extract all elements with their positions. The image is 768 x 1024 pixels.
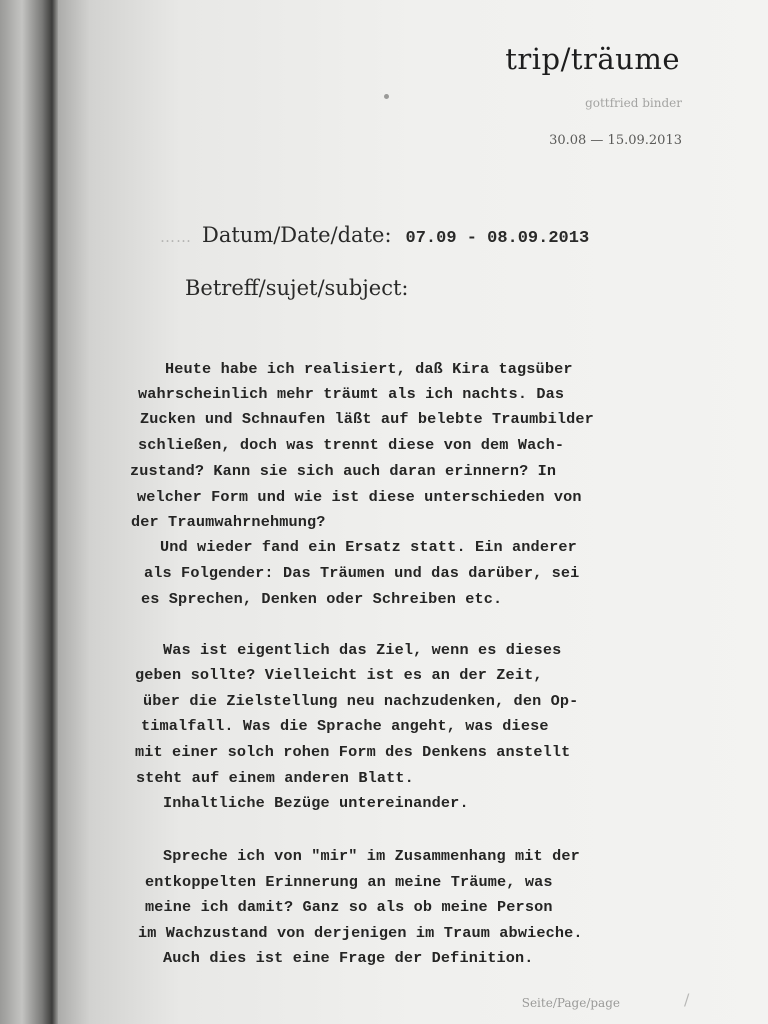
leader-dots: …… [160, 228, 192, 246]
document-title: trip/träume [505, 42, 680, 76]
body-line-21: im Wachzustand von derjenigen im Traum abwieche. [138, 924, 583, 942]
body-line-15: mit einer solch rohen Form des Denkens anstellt [135, 743, 571, 761]
subject-label: Betreff/sujet/subject: [185, 276, 409, 300]
body-line-6: welcher Form und wie ist diese unterschieden von [137, 488, 582, 506]
date-label: Datum/Date/date: [202, 223, 392, 247]
body-line-3: Zucken und Schnaufen läßt auf belebte Traumbilder [140, 410, 594, 428]
body-line-19: entkoppelten Erinnerung an meine Träume, was [145, 873, 553, 891]
page-number-label: Seite/Page/page [521, 996, 620, 1010]
body-line-13: über die Zielstellung neu nachzudenken, den Op- [143, 692, 579, 710]
body-line-1: Heute habe ich realisiert, daß Kira tagsüber [165, 360, 573, 378]
author-name: gottfried binder [585, 96, 682, 110]
body-line-9: als Folgender: Das Träumen und das darüber, sei [144, 564, 580, 582]
date-range: 30.08 — 15.09.2013 [549, 133, 682, 148]
body-line-12: geben sollte? Vielleicht ist es an der Zeit, [135, 666, 543, 684]
body-line-7: der Traumwahrnehmung? [131, 513, 326, 531]
body-line-10: es Sprechen, Denken oder Schreiben etc. [141, 590, 503, 608]
body-line-11: Was ist eigentlich das Ziel, wenn es dieses [163, 641, 562, 659]
body-line-5: zustand? Kann sie sich auch daran erinnern? In [130, 462, 557, 480]
date-value: 07.09 - 08.09.2013 [405, 229, 590, 248]
book-spine-shadow [0, 0, 58, 1024]
body-line-4: schließen, doch was trennt diese von dem Wach- [138, 436, 565, 454]
date-field [160, 223, 589, 248]
body-line-17: Inhaltliche Bezüge untereinander. [163, 794, 469, 812]
body-line-16: steht auf einem anderen Blatt. [136, 769, 414, 787]
body-line-14: timalfall. Was die Sprache angeht, was diese [141, 717, 549, 735]
body-line-20: meine ich damit? Ganz so als ob meine Person [145, 898, 553, 916]
body-line-18: Spreche ich von "mir" im Zusammenhang mit der [163, 847, 580, 865]
body-line-8: Und wieder fand ein Ersatz statt. Ein anderer [160, 538, 577, 556]
body-line-2: wahrscheinlich mehr träumt als ich nachts. Das [138, 385, 565, 403]
paper-speck [384, 94, 389, 99]
page-mark: / [684, 990, 690, 1009]
body-line-22: Auch dies ist eine Frage der Definition. [163, 949, 534, 967]
